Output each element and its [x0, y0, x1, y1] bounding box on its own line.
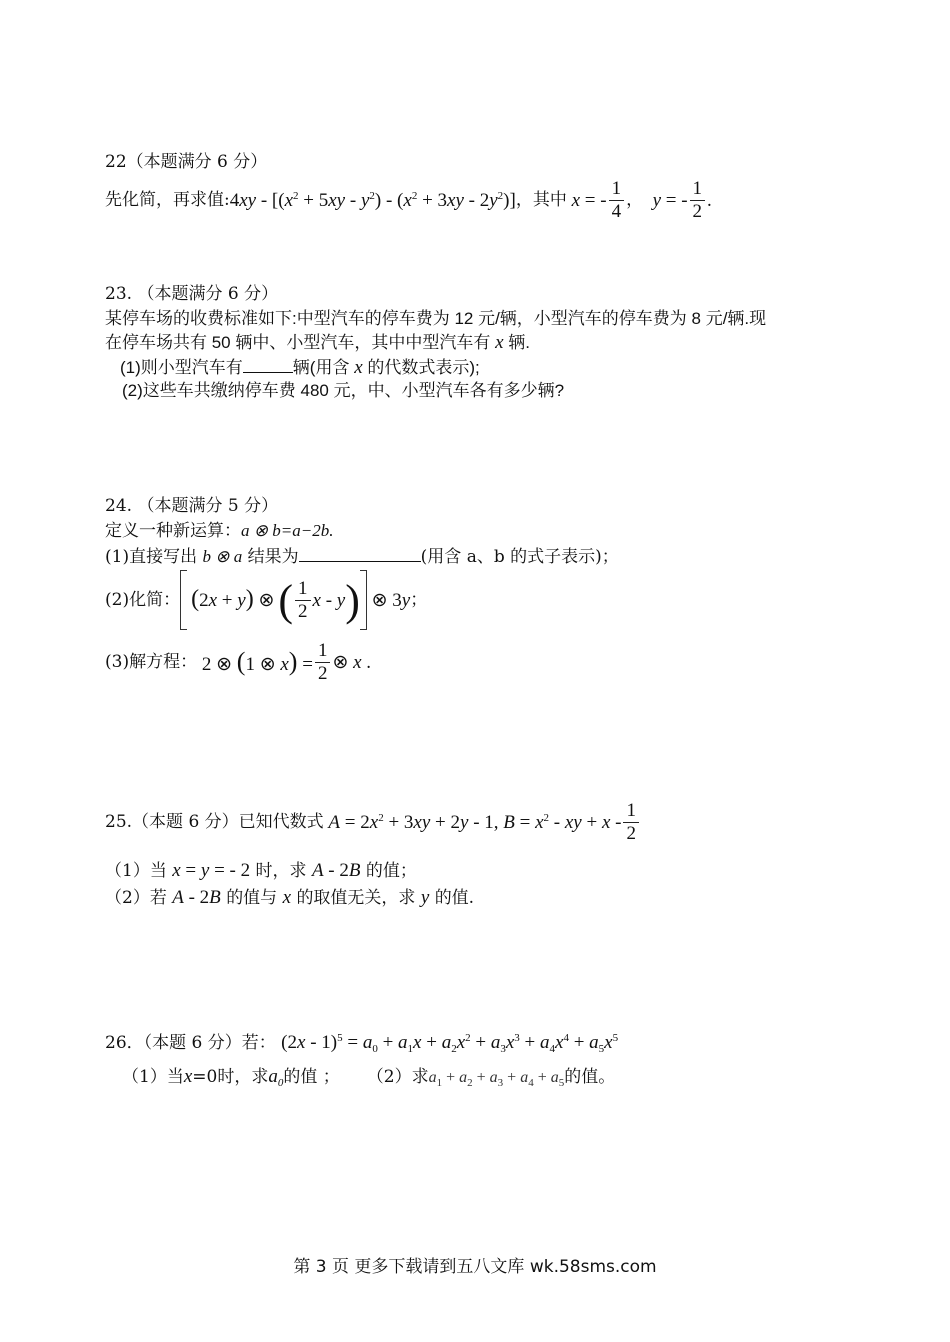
q26-p2a: （2）求 — [366, 1067, 429, 1087]
q25-p2b: 的值与 — [226, 888, 278, 908]
q24-p2-tail: ⊗ 3y — [366, 589, 411, 611]
q22-fraction-half: $\frac{1}{2}$ — [690, 178, 706, 223]
q24-fraction-half: $\frac{1}{2}$ — [295, 578, 311, 623]
q22-title: 22（本题满分 6 分） — [105, 152, 268, 172]
q23-line2 — [105, 330, 530, 355]
q25-p2c: 的取值无关，求 — [296, 888, 416, 908]
q23-var-x: x — [495, 332, 504, 353]
q25-p1b: 时，求 — [255, 861, 307, 881]
q25-p1c: 的值； — [365, 861, 417, 881]
q24-paren-open: ( — [278, 575, 294, 625]
q26-title: 26．（本题 6 分）若： — [105, 1033, 276, 1053]
q23-part2: (2)这些车共缴纳停车费 480 元，中、小型汽车各有多少辆? — [122, 381, 565, 400]
q26-p2b: 的值。 — [564, 1067, 616, 1087]
q23-line1: 某停车场的收费标准如下:中型汽车的停车费为 12 元/辆，小型汽车的停车费为 8 元/辆.现 — [105, 309, 767, 328]
q23-line2b: 辆. — [508, 333, 530, 352]
q25-p2d: 的值. — [434, 888, 475, 908]
q22-sep: ， — [626, 190, 644, 210]
q22-y-eq: y = - — [652, 190, 688, 211]
q26-sum: $a_1 + a_2 + a_3 + a_4 + a_5$ — [428, 1069, 565, 1089]
q24-p3-fraction: $\frac{1}{2}$ — [315, 640, 331, 685]
q23-p1b: 辆(用含 — [292, 358, 350, 377]
q26-a0: $a_0$ — [268, 1066, 284, 1089]
q24-p2-inner: x - y — [312, 589, 346, 611]
q23-var-x2: x — [354, 357, 363, 378]
q22-formula: $4xy - [(x^2 + 5xy - y^2) - (x^2 + 3xy - 2y^2)]$ — [229, 190, 516, 211]
q25-p2-expr: A - 2B — [172, 887, 221, 908]
q24-p3-expr: 2 ⊗ (1 ⊗ x) = — [197, 646, 313, 676]
q23-p1a: (1)则小型汽车有 — [120, 358, 243, 377]
q25-p1-expr: A - 2B — [311, 860, 361, 881]
q25-part1 — [105, 858, 417, 884]
q24-p2-label: (2)化简： — [105, 589, 181, 610]
q26-p1b: =0时，求 — [192, 1067, 269, 1087]
q24-p1a: (1)直接写出 — [105, 547, 198, 567]
q24-line1 — [105, 518, 333, 544]
q24-right-bracket — [360, 570, 367, 630]
q24-p2-left-expr: (2x + y) ⊗ — [191, 586, 275, 612]
q22-fraction-quarter: $\frac{1}{4}$ — [609, 178, 625, 223]
q26-var-x: x — [183, 1066, 193, 1087]
q24-p3-tail: ⊗ x . — [332, 652, 372, 673]
q24-p3-label: (3)解方程： — [105, 652, 198, 672]
q24-paren-close: ) — [345, 575, 360, 625]
q25-part2 — [105, 885, 474, 911]
q26-p1c: 的值 ； — [283, 1067, 340, 1087]
q25-p1-condition: x = y = - 2 — [172, 860, 251, 881]
q26-p1a: （1）当 — [122, 1067, 184, 1087]
q25-var-x: x — [282, 887, 292, 908]
q26-title-line — [105, 1030, 618, 1056]
q26-parts — [122, 1064, 615, 1090]
q24-p1-expr: b ⊗ a — [202, 547, 243, 566]
q25-formula: $A = 2x^2 + 3xy + 2y - 1$, $B = x^2$ - xy + x - — [328, 812, 622, 833]
q25-fraction-half: $\frac{1}{2}$ — [623, 800, 639, 845]
q25-title: 25.（本题 6 分）已知代数式 — [105, 812, 324, 832]
q24-title: 24. （本题满分 5 分） — [105, 496, 279, 516]
q24-definition: a ⊗ b=a−2b. — [241, 521, 334, 540]
q24-p1c: (用含 a、b 的式子表示)； — [420, 547, 619, 567]
q23-answer-blank[interactable] — [243, 354, 293, 373]
q24-left-bracket — [180, 570, 187, 630]
q22-period: . — [707, 190, 712, 211]
q25-p1a: （1）当 — [105, 861, 167, 881]
q23-title: 23. （本题满分 6 分） — [105, 284, 279, 304]
q24-part3 — [105, 640, 371, 685]
q24-answer-blank[interactable] — [299, 543, 421, 562]
q25-var-y: y — [420, 887, 430, 908]
q23-part1 — [120, 354, 480, 380]
q23-line2a: 在停车场共有 50 辆中、小型汽车，其中中型汽车有 — [105, 333, 491, 352]
q23-p1c: 的代数式表示); — [367, 358, 480, 377]
q22-x-eq: x = - — [571, 190, 607, 211]
q22-mid: ，其中 — [515, 190, 567, 210]
q24-line1-text: 定义一种新运算： — [105, 521, 241, 541]
q24-part2 — [105, 570, 427, 630]
q24-p1b: 结果为 — [247, 547, 299, 567]
page-footer: 第 3 页 更多下载请到五八文库 wk.58sms.com — [293, 1257, 657, 1277]
q24-part1 — [105, 543, 619, 570]
q25-p2a: （2）若 — [105, 888, 167, 908]
q22-lead: 先化简，再求值: — [105, 190, 230, 210]
q24-p2-end: ； — [410, 589, 428, 610]
q25-title-line — [105, 800, 641, 845]
q22-expression — [105, 178, 712, 223]
q26-formula: $(2x - 1)^5 = a_0 + a_1x + a_2x^2 + a_3x^3 + a_4x^4 + a_5x^5$ — [281, 1032, 619, 1055]
